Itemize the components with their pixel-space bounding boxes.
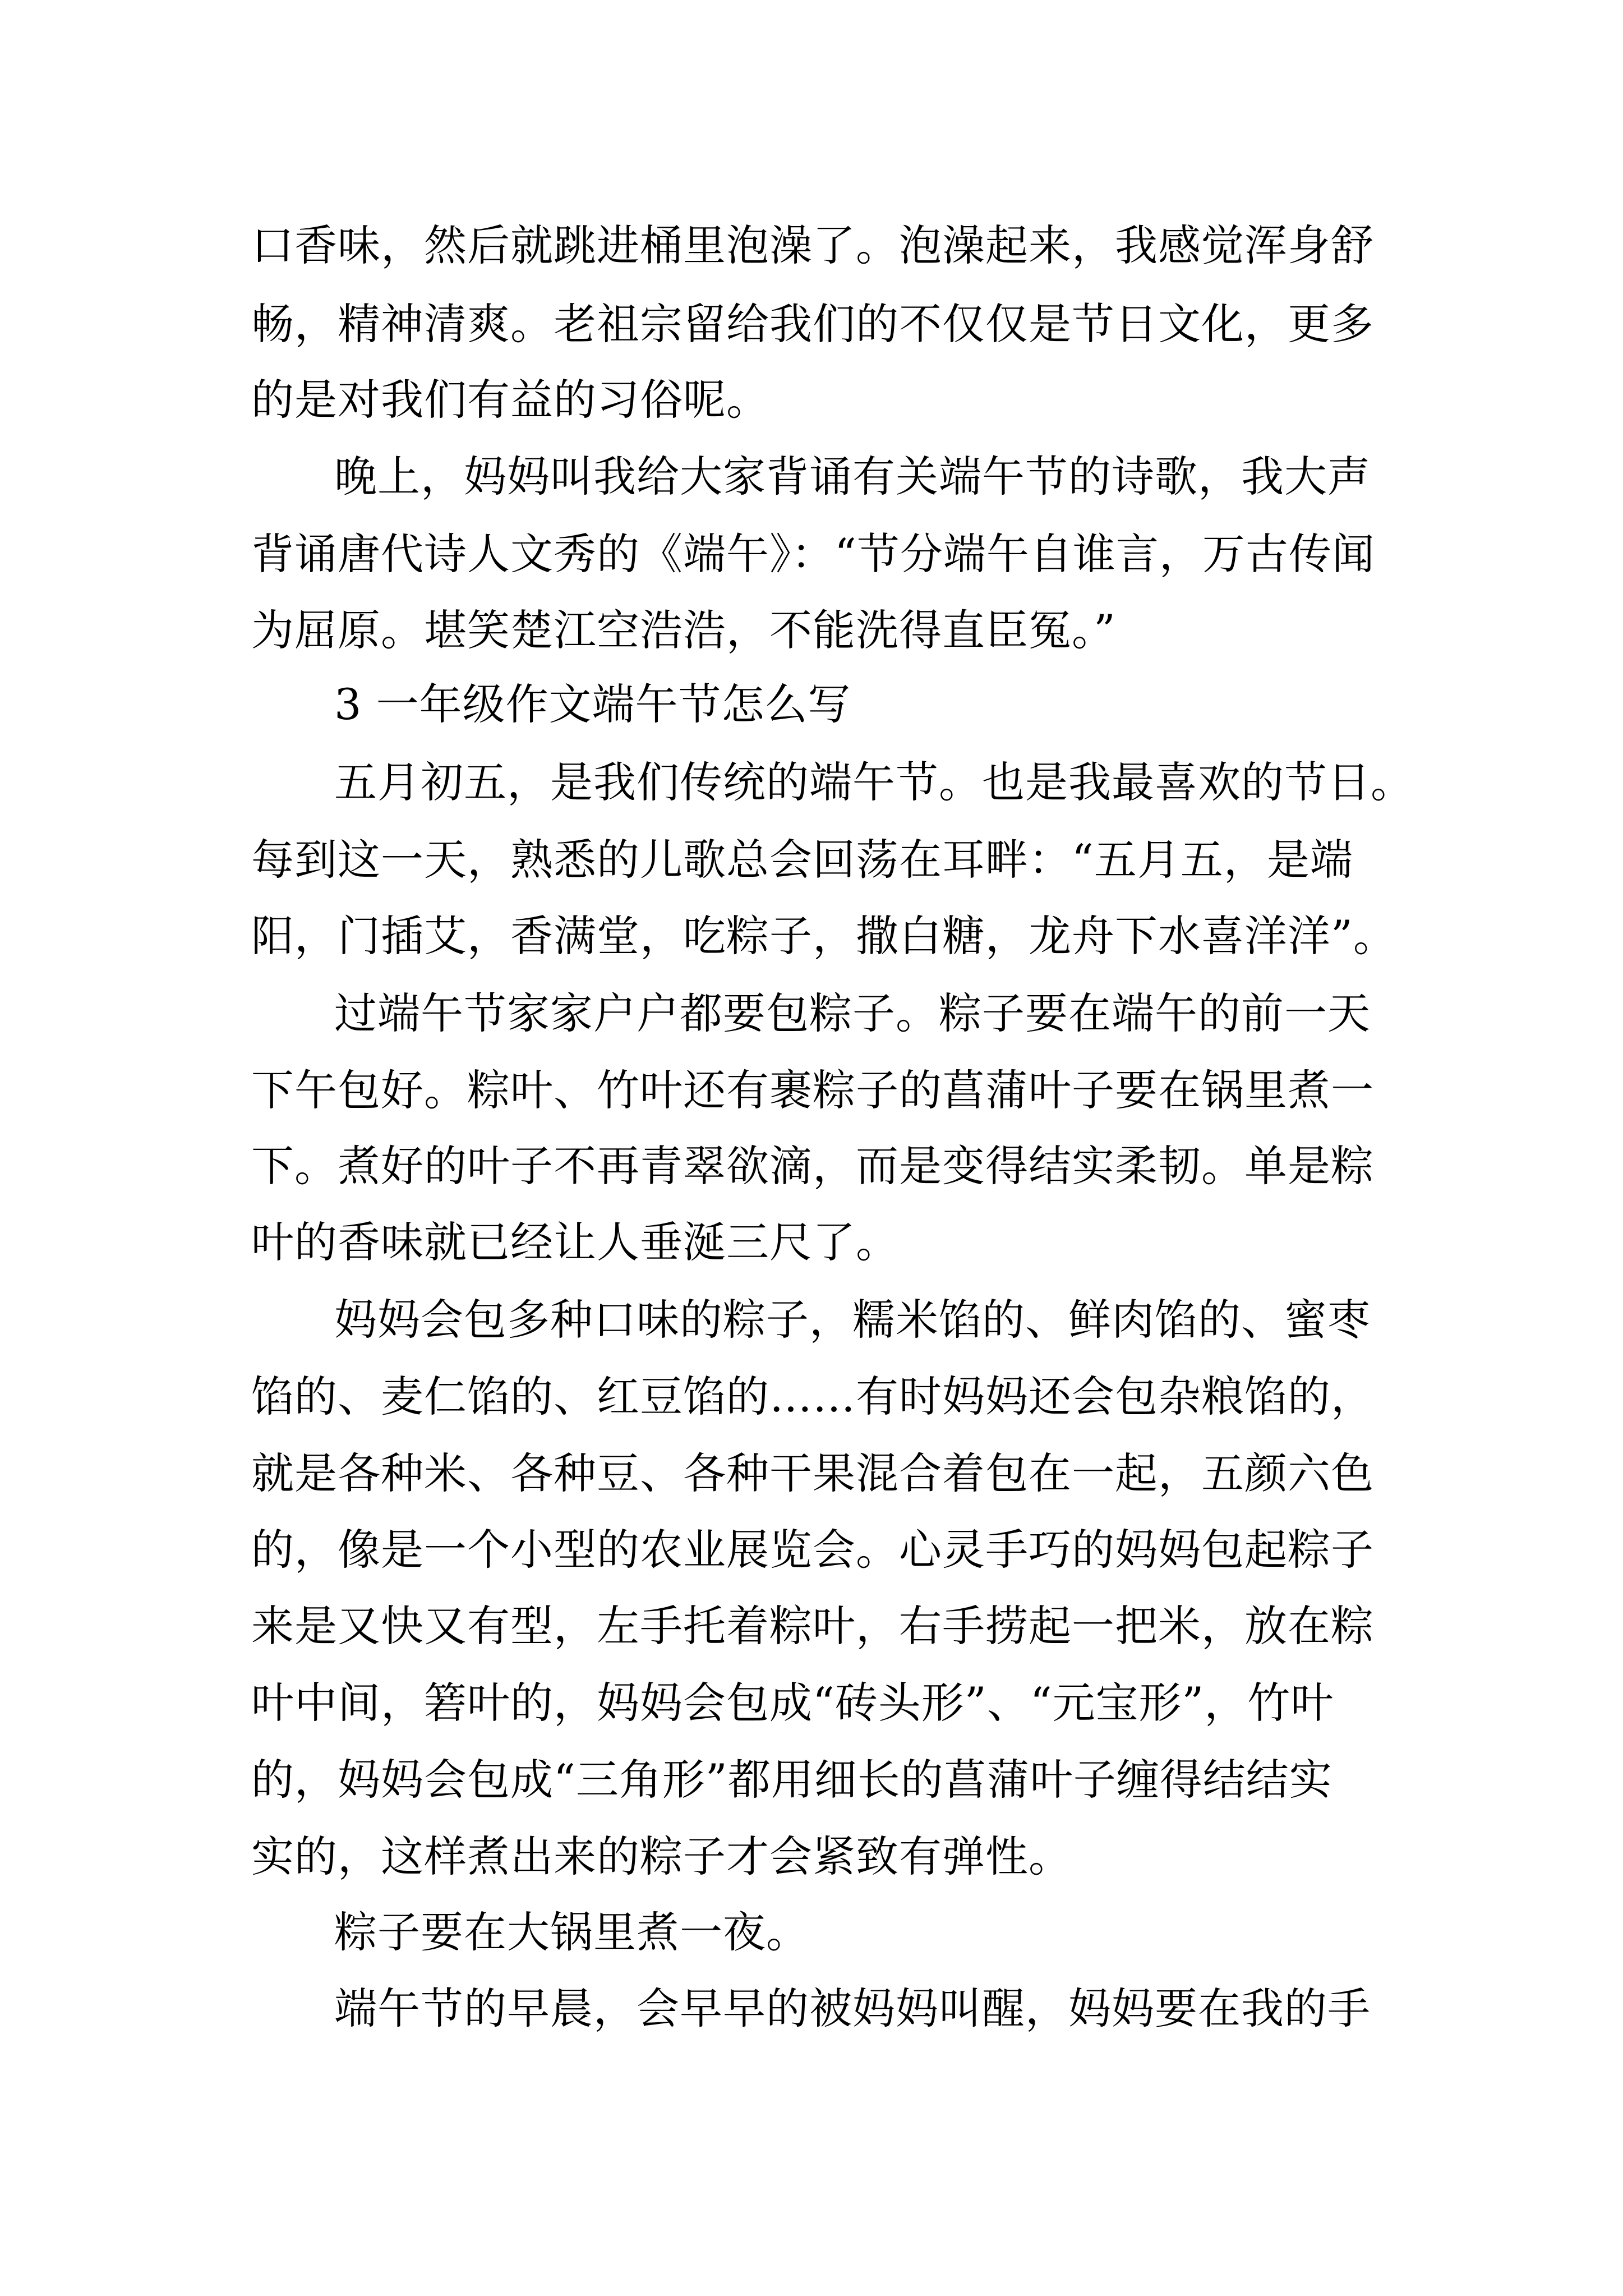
text-line: 来是又快又有型，左手托着粽叶，右手捞起一把米，放在粽 (251, 1601, 1374, 1651)
text-line: 下。煮好的叶子不再青翠欲滴，而是变得结实柔韧。单是粽 (251, 1141, 1374, 1191)
text-line: 端午节的早晨，会早早的被妈妈叫醒，妈妈要在我的手 (334, 1984, 1371, 2033)
text-line: 每到这一天，熟悉的儿歌总会回荡在耳畔：“五月五，是端 (251, 835, 1353, 885)
text-line: 就是各种米、各种豆、各种干果混合着包在一起，五颜六色 (251, 1448, 1374, 1498)
text-line: 背诵唐代诗人文秀的《端午》：“节分端午自谁言，万古传闻 (251, 529, 1375, 579)
text-line: 畅，精神清爽。老祖宗留给我们的不仅仅是节日文化，更多 (251, 299, 1374, 349)
text-line: 为屈原。堪笑楚江空浩浩，不能洗得直臣冤。” (251, 605, 1116, 655)
text-line: 晚上，妈妈叫我给大家背诵有关端午节的诗歌，我大声 (334, 452, 1371, 501)
text-line: 五月初五，是我们传统的端午节。也是我最喜欢的节日。 (334, 757, 1414, 807)
text-line: 的是对我们有益的习俗呢。 (251, 375, 769, 425)
text-line: 口香味，然后就跳进桶里泡澡了。泡澡起来，我感觉浑身舒 (251, 220, 1374, 270)
text-line: 下午包好。粽叶、竹叶还有裹粽子的菖蒲叶子要在锅里煮一 (251, 1065, 1374, 1115)
text-line: 妈妈会包多种口味的粽子，糯米馅的、鲜肉馅的、蜜枣 (334, 1295, 1371, 1345)
text-line: 粽子要在大锅里煮一夜。 (334, 1907, 809, 1957)
text-line: 叶中间，箬叶的，妈妈会包成“砖头形”、“元宝形”，竹叶 (251, 1678, 1334, 1728)
text-line: 过端午节家家户户都要包粽子。粽子要在端午的前一天 (334, 988, 1371, 1038)
text-line: 的，像是一个小型的农业展览会。心灵手巧的妈妈包起粽子 (251, 1525, 1374, 1575)
text-line: 的，妈妈会包成“三角形”都用细长的菖蒲叶子缠得结结实 (251, 1755, 1332, 1805)
text-line: 阳，门插艾，香满堂，吃粽子，撒白糖，龙舟下水喜洋洋”。 (251, 911, 1396, 961)
text-line: 馅的、麦仁馅的、红豆馅的……有时妈妈还会包杂粮馅的， (251, 1372, 1374, 1421)
section-heading: 3 一年级作文端午节怎么写 (334, 679, 851, 729)
text-line: 叶的香味就已经让人垂涎三尺了。 (251, 1217, 899, 1267)
text-line: 实的，这样煮出来的粽子才会紧致有弹性。 (251, 1832, 1072, 1881)
